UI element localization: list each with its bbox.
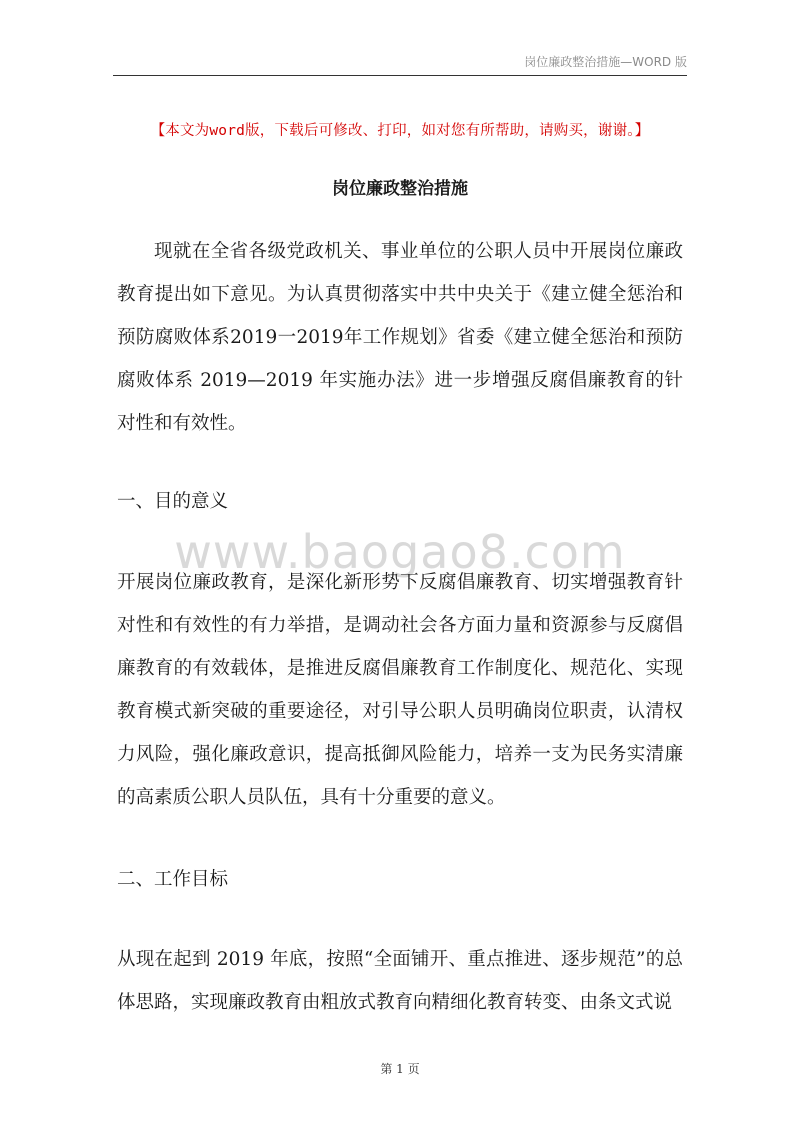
- intro-paragraph: 现就在全省各级党政机关、事业单位的公职人员中开展岗位廉政教育提出如下意见。为认真贯彻落实中共中央关于《建立健全惩治和预防腐败体系2019一2019年工作规划》省委《建立健全惩治和预防腐败体系 2019—2019 年实施办法》进一步增强反腐倡廉教育的针对性和有效性。: [117, 241, 683, 434]
- running-header: 岗位廉政整治措施—WORD 版: [524, 55, 687, 69]
- document-title: 岗位廉政整治措施: [332, 179, 468, 199]
- goals-paragraph: 从现在起到 2019 年底，按照“全面铺开、重点推进、逐步规范”的总体思路，实现廉政教育由粗放式教育向精细化教育转变、由条文式说: [117, 949, 683, 1013]
- section-heading-purpose: 一、目的意义: [117, 491, 229, 512]
- header-divider: [113, 75, 687, 76]
- watermark-text: www.baogao8.com: [174, 525, 626, 579]
- download-notice: 【本文为word版，下载后可修改、打印，如对您有所帮助，请购买，谢谢。】: [150, 123, 650, 139]
- page-number: 第 1 页: [380, 1062, 420, 1076]
- purpose-paragraph: 开展岗位廉政教育，是深化新形势下反腐倡廉教育、切实增强教育针对性和有效性的有力举措，是调动社会各方面力量和资源参与反腐倡廉教育的有效载体，是推进反腐倡廉教育工作制度化、规范化、实现教育模式新突破的重要途径，对引导公职人员明确岗位职责，认清权力风险，强化廉政意识，提高抵御风险能力，培养一支为民务实清廉的高素质公职人员队伍，具有十分重要的意义。: [117, 572, 683, 808]
- section-heading-goals: 二、工作目标: [117, 869, 229, 890]
